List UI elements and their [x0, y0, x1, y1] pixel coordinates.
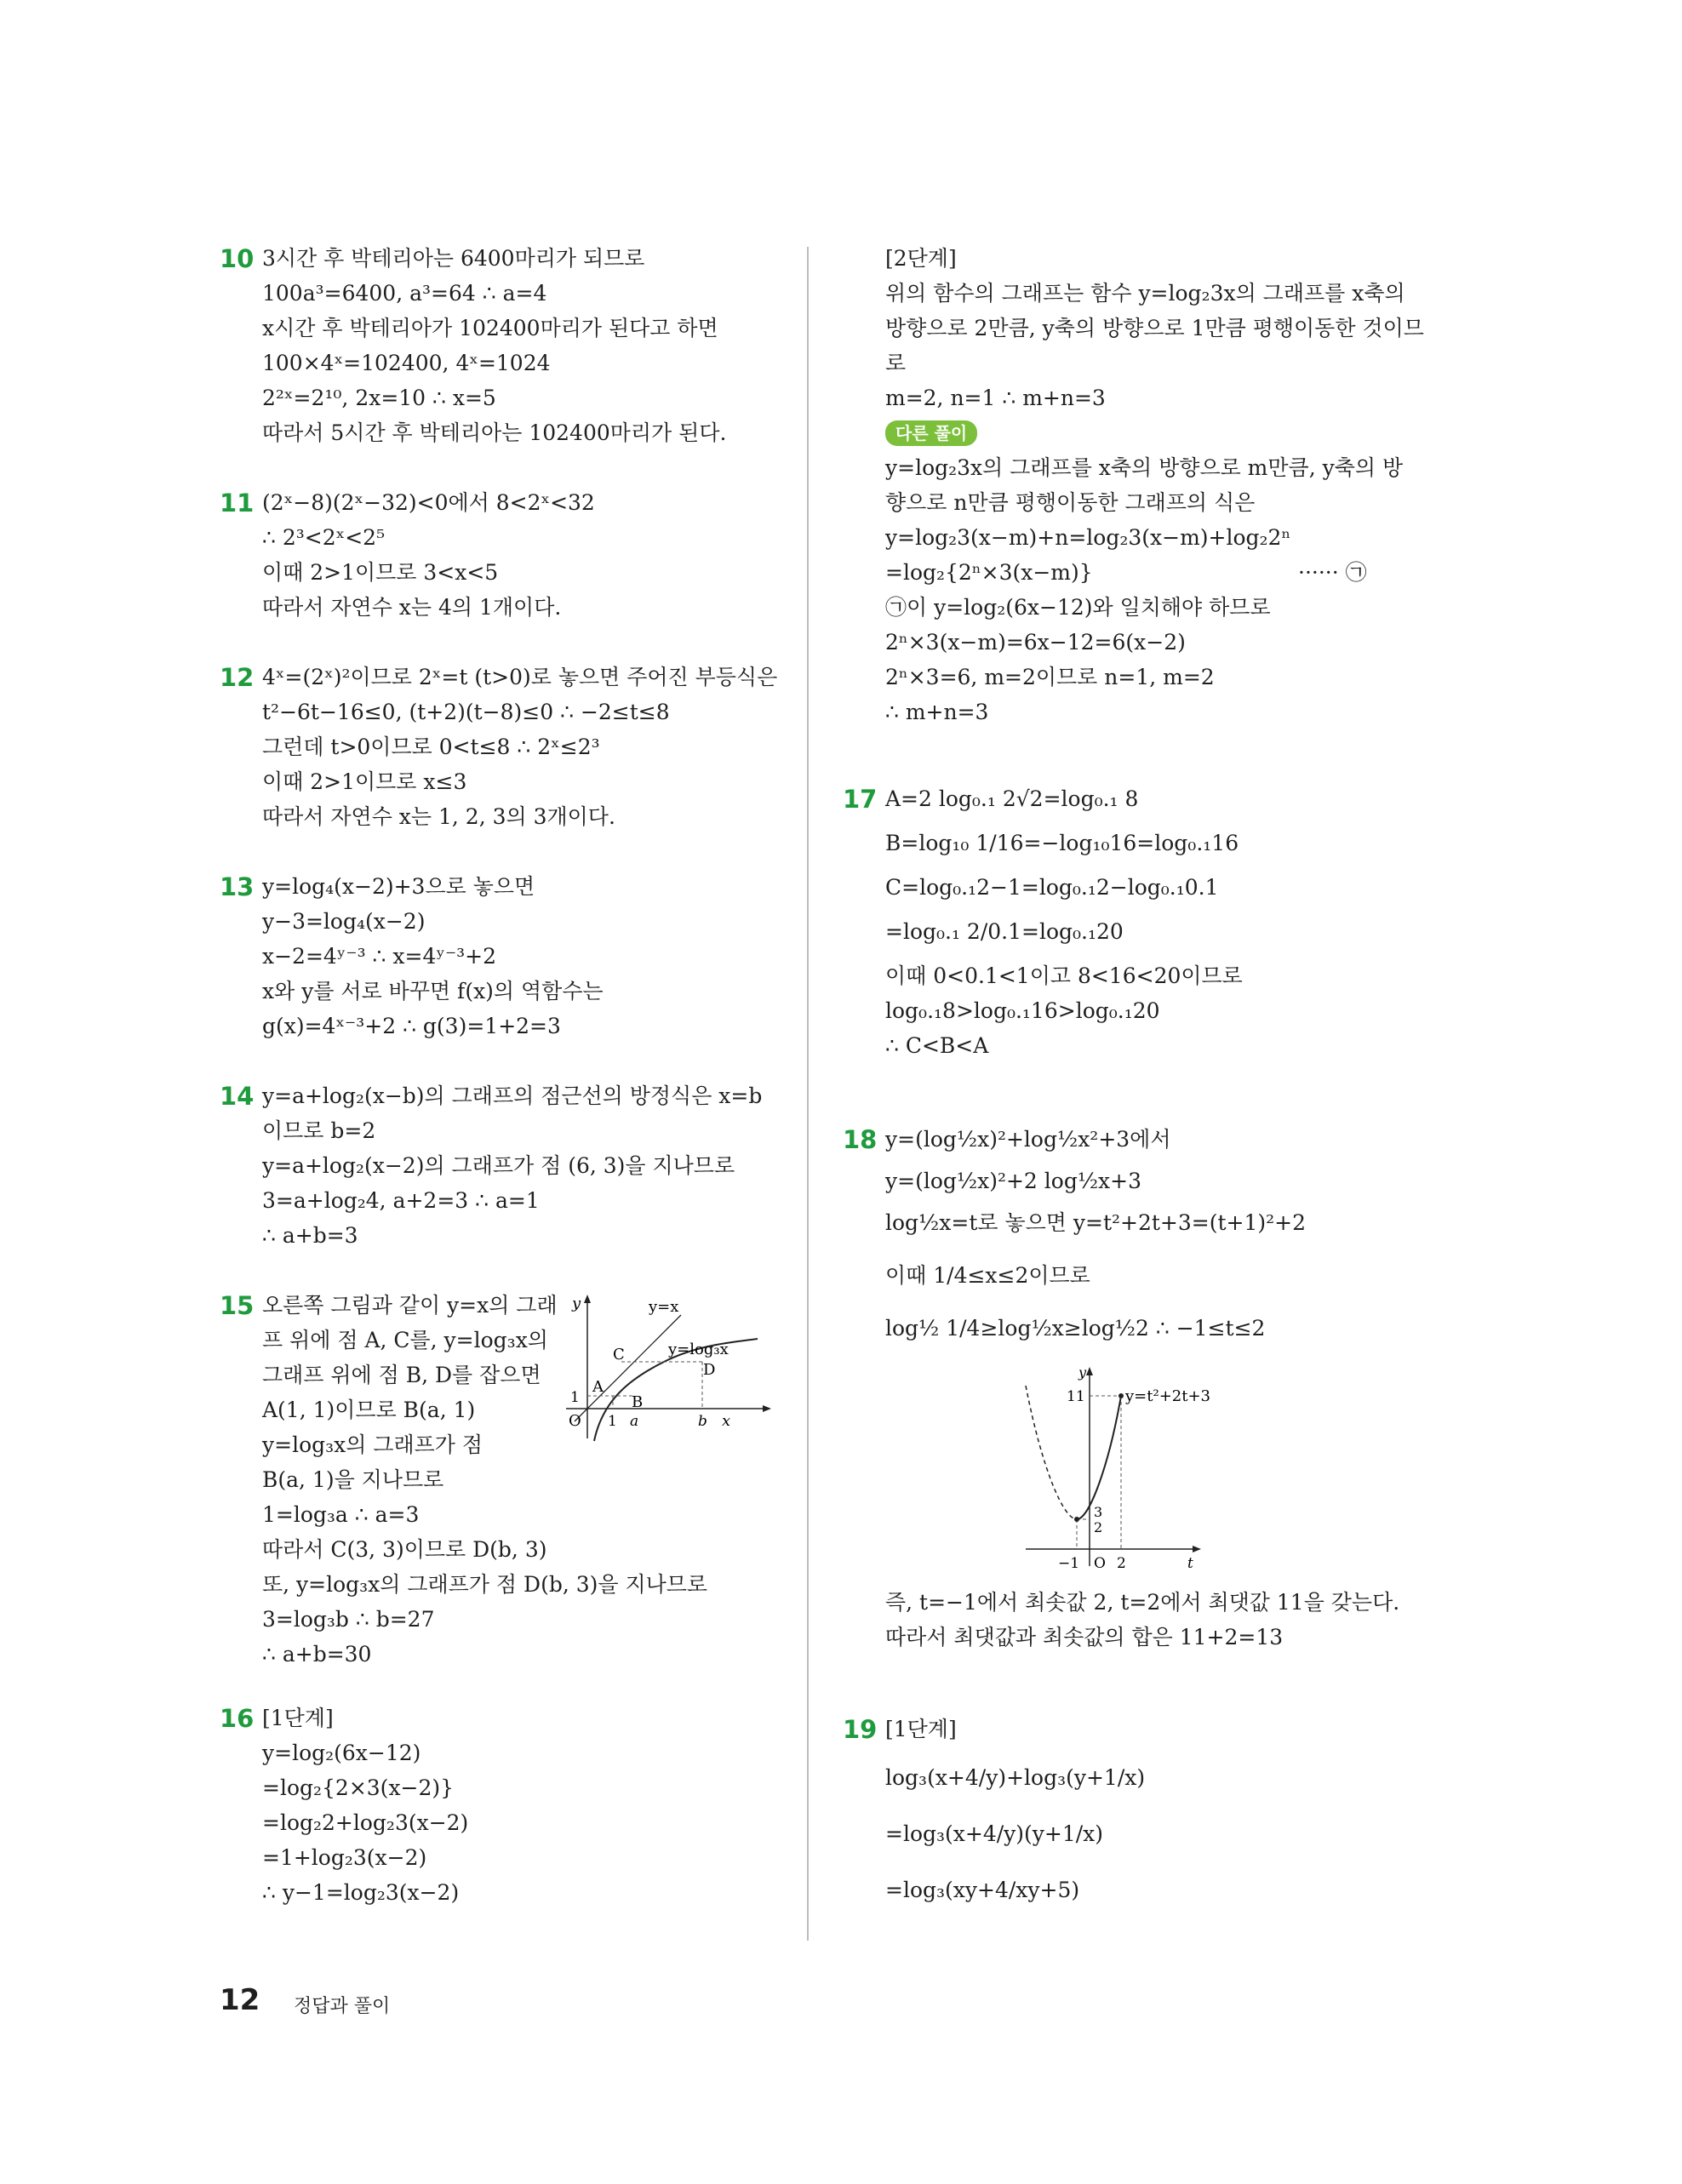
solution-line: A=2 log₀.₁ 2√2=log₀.₁ 8 — [885, 786, 1139, 811]
solution-line: 향으로 n만큼 평행이동한 그래프의 식은 — [885, 490, 1256, 515]
solution-line: y=log₂3(x−m)+n=log₂3(x−m)+log₂2ⁿ — [885, 525, 1291, 550]
solution-line: m=2, n=1 ∴ m+n=3 — [885, 386, 1106, 410]
solution-line: 따라서 C(3, 3)이므로 D(b, 3) — [262, 1537, 547, 1562]
y-axis-label: y — [1078, 1364, 1087, 1381]
solution-line: t²−6t−16≤0, (t+2)(t−8)≤0 ∴ −2≤t≤8 — [262, 700, 670, 724]
solution-line: 2ⁿ×3=6, m=2이므로 n=1, m=2 — [885, 665, 1215, 689]
column-divider — [807, 247, 809, 1941]
tick-label: 11 — [1067, 1388, 1085, 1405]
solution-line: y=a+log₂(x−b)의 그래프의 점근선의 방정식은 x=b — [262, 1083, 763, 1108]
problem-number: 17 — [843, 785, 878, 814]
solution-line: y=log₂3x의 그래프를 x축의 방향으로 m만큼, y축의 방 — [885, 455, 1404, 480]
solution-line: 따라서 5시간 후 박테리아는 102400마리가 된다. — [262, 420, 727, 445]
t-axis-label: t — [1187, 1555, 1193, 1570]
y-axis-label: y — [572, 1295, 581, 1312]
problem-number: 19 — [843, 1715, 878, 1744]
point-label: B — [632, 1393, 644, 1411]
solution-line: 이므로 b=2 — [262, 1118, 376, 1143]
solution-line: y=(log½x)²+log½x²+3에서 — [885, 1127, 1171, 1152]
problem-number: 14 — [220, 1082, 255, 1111]
solution-line: y=log₂(6x−12) — [262, 1741, 421, 1765]
tick-label: b — [698, 1413, 707, 1430]
solution-line: =log₂2+log₂3(x−2) — [262, 1810, 469, 1835]
solution-line: ∴ a+b=3 — [262, 1223, 358, 1248]
solution-line: 3=a+log₂4, a+2=3 ∴ a=1 — [262, 1188, 540, 1213]
solution-line: 따라서 최댓값과 최솟값의 합은 11+2=13 — [885, 1625, 1284, 1649]
problem-number: 12 — [220, 663, 255, 692]
solution-line: 또, y=log₃x의 그래프가 점 D(b, 3)을 지나므로 — [262, 1572, 708, 1597]
point-label: A — [592, 1378, 604, 1396]
solution-line: y=log₃x의 그래프가 점 — [262, 1432, 483, 1457]
solution-line: 100×4ˣ=102400, 4ˣ=1024 — [262, 351, 551, 375]
solution-line: 2²ˣ=2¹⁰, 2x=10 ∴ x=5 — [262, 386, 496, 410]
solution-line: 이때 2>1이므로 3<x<5 — [262, 560, 499, 585]
solution-line: =log₂{2ⁿ×3(x−m)} — [885, 560, 1093, 585]
solution-line: B=log₁₀ 1/16=−log₁₀16=log₀.₁16 — [885, 831, 1239, 855]
point-label: C — [613, 1346, 625, 1364]
tick-label: −1 — [1058, 1555, 1080, 1570]
solution-line: 이때 0<0.1<1이고 8<16<20이므로 — [885, 963, 1243, 988]
line-label: y=x — [649, 1298, 679, 1316]
solution-line: 오른쪽 그림과 같이 y=x의 그래 — [262, 1293, 558, 1318]
solution-line: y−3=log₄(x−2) — [262, 909, 426, 934]
solution-line: =log₃(x+4/y)(y+1/x) — [885, 1821, 1104, 1846]
solution-line: log½x=t로 놓으면 y=t²+2t+3=(t+1)²+2 — [885, 1210, 1306, 1235]
solution-line: 그래프 위에 점 B, D를 잡으면 — [262, 1363, 541, 1387]
solution-line: [2단계] — [885, 246, 957, 271]
solution-line: 로 — [885, 351, 907, 375]
tick-label: 3 — [1094, 1504, 1103, 1520]
solution-line: log₀.₁8>log₀.₁16>log₀.₁20 — [885, 998, 1160, 1023]
solution-line: 프 위에 점 A, C를, y=log₃x의 — [262, 1328, 548, 1352]
solution-line: B(a, 1)을 지나므로 — [262, 1467, 444, 1492]
solution-line: 즉, t=−1에서 최솟값 2, t=2에서 최댓값 11을 갖는다. — [885, 1590, 1400, 1615]
tick-label: a — [630, 1413, 639, 1430]
solution-line: ∴ C<B<A — [885, 1033, 989, 1058]
solution-line: y=a+log₂(x−2)의 그래프가 점 (6, 3)을 지나므로 — [262, 1153, 735, 1178]
solution-line: [1단계] — [262, 1706, 334, 1730]
solution-line: log₃(x+4/y)+log₃(y+1/x) — [885, 1765, 1146, 1790]
solution-line: x−2=4ʸ⁻³ ∴ x=4ʸ⁻³+2 — [262, 944, 497, 969]
solution-line: =log₃(xy+4/xy+5) — [885, 1878, 1080, 1902]
log-graph-figure — [553, 1289, 783, 1443]
equation-marker: ······ ㉠ — [1298, 560, 1367, 585]
solution-line: 따라서 자연수 x는 1, 2, 3의 3개이다. — [262, 804, 615, 829]
solution-line: ∴ y−1=log₂3(x−2) — [262, 1880, 460, 1905]
solution-line: 100a³=6400, a³=64 ∴ a=4 — [262, 281, 547, 306]
solution-line: 위의 함수의 그래프는 함수 y=log₂3x의 그래프를 x축의 — [885, 281, 1405, 306]
solution-line: 3시간 후 박테리아는 6400마리가 되므로 — [262, 246, 645, 271]
solution-line: 이때 1/4≤x≤2이므로 — [885, 1263, 1090, 1288]
tick-label: 2 — [1094, 1519, 1103, 1535]
solution-line: y=log₄(x−2)+3으로 놓으면 — [262, 874, 535, 899]
problem-number: 10 — [220, 244, 255, 273]
solution-line: ㉠이 y=log₂(6x−12)와 일치해야 하므로 — [885, 595, 1271, 620]
tick-label: 1 — [570, 1389, 580, 1406]
problem-number: 11 — [220, 489, 255, 517]
footer-label: 정답과 풀이 — [294, 1996, 391, 2017]
quadratic-graph-figure — [1017, 1362, 1213, 1570]
curve-label: y=log₃x — [668, 1341, 729, 1358]
problem-number: 13 — [220, 872, 255, 901]
solution-line: g(x)=4ˣ⁻³+2 ∴ g(3)=1+2=3 — [262, 1014, 561, 1038]
solution-line: =1+log₂3(x−2) — [262, 1845, 427, 1870]
solution-line: 1=log₃a ∴ a=3 — [262, 1502, 420, 1527]
solution-line: ∴ m+n=3 — [885, 700, 989, 724]
solution-line: A(1, 1)이므로 B(a, 1) — [262, 1398, 476, 1422]
problem-number: 16 — [220, 1704, 255, 1733]
solution-line: 3=log₃b ∴ b=27 — [262, 1607, 435, 1632]
tick-label: 2 — [1117, 1555, 1126, 1570]
solution-line: x와 y를 서로 바꾸면 f(x)의 역함수는 — [262, 979, 604, 1003]
solution-line: C=log₀.₁2−1=log₀.₁2−log₀.₁0.1 — [885, 875, 1219, 900]
solution-line: 따라서 자연수 x는 4의 1개이다. — [262, 595, 562, 620]
origin-label: O — [1094, 1555, 1106, 1570]
solution-line: x시간 후 박테리아가 102400마리가 된다고 하면 — [262, 316, 718, 340]
solution-line: log½ 1/4≥log½x≥log½2 ∴ −1≤t≤2 — [885, 1316, 1266, 1341]
solution-line: ∴ 2³<2ˣ<2⁵ — [262, 525, 386, 550]
solution-line: y=(log½x)²+2 log½x+3 — [885, 1169, 1142, 1193]
solution-line: (2ˣ−8)(2ˣ−32)<0에서 8<2ˣ<32 — [262, 490, 595, 515]
x-axis-label: x — [722, 1412, 731, 1430]
solution-line: 그런데 t>0이므로 0<t≤8 ∴ 2ˣ≤2³ — [262, 735, 600, 759]
solution-line: =log₀.₁ 2/0.1=log₀.₁20 — [885, 919, 1124, 944]
solution-line: =log₂{2×3(x−2)} — [262, 1775, 455, 1800]
solution-line: ∴ a+b=30 — [262, 1642, 372, 1667]
alt-solution-badge: 다른 풀이 — [885, 420, 977, 446]
curve-label: y=t²+2t+3 — [1125, 1387, 1211, 1405]
solution-line: [1단계] — [885, 1717, 957, 1741]
solution-line: 2ⁿ×3(x−m)=6x−12=6(x−2) — [885, 630, 1186, 655]
problem-number: 15 — [220, 1291, 255, 1320]
page-number: 12 — [220, 1983, 260, 2017]
origin-label: O — [569, 1412, 581, 1430]
solution-line: 4ˣ=(2ˣ)²이므로 2ˣ=t (t>0)로 놓으면 주어진 부등식은 — [262, 665, 778, 689]
solution-line: 방향으로 2만큼, y축의 방향으로 1만큼 평행이동한 것이므 — [885, 316, 1424, 340]
solution-line: 이때 2>1이므로 x≤3 — [262, 769, 467, 794]
point-label: D — [703, 1361, 716, 1379]
tick-label: 1 — [608, 1413, 617, 1430]
problem-number: 18 — [843, 1125, 878, 1154]
